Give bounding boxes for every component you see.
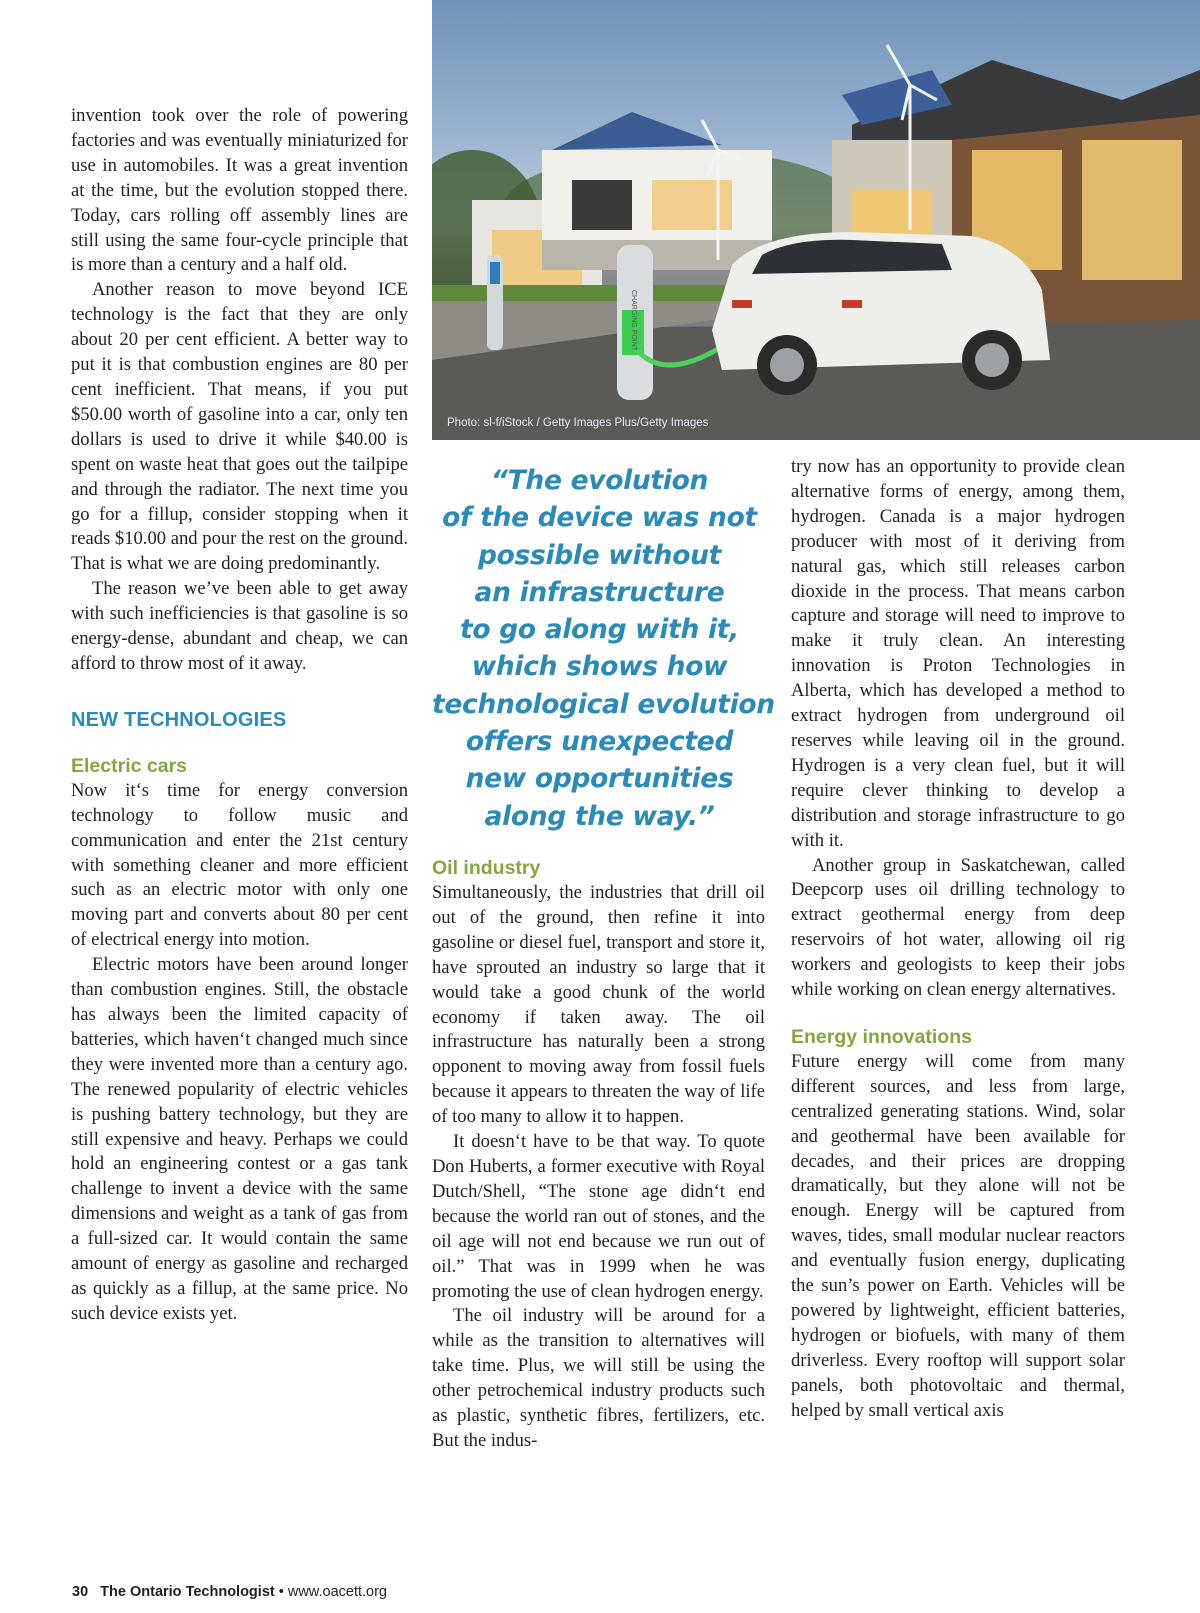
pull-quote-line: offers unexpected	[465, 726, 734, 758]
pull-quote	[432, 462, 775, 835]
subheading-oil-industry: Oil industry	[432, 857, 541, 879]
column-middle	[432, 856, 765, 1454]
column-right	[791, 455, 1125, 1424]
page-number: 30	[72, 1584, 89, 1600]
pull-quote-line: along the way.”	[484, 800, 715, 832]
paragraph: It doesn‘t have to be that way. To quote Don Huberts, a former executive with Royal Dutch/Shell, “The stone age didn‘t end because the world ran out of stones, and the oil age will not end because we run out of oil.” That was in 1999 when he was promoting the use of clean hydrogen energy.	[432, 1131, 765, 1302]
paragraph: The reason we’ve been able to get away with such inefficiencies is that gasoline is so energy-dense, abundant and cheap, we can afford to throw most of it away.	[71, 578, 408, 674]
pull-quote-line: to go along with it,	[460, 614, 739, 646]
paragraph: try now has an opportunity to provide clean alternative forms of energy, among them, hydrogen. Canada is a major hydrogen producer with most of it deriving from natural gas, which still releases carbon dioxide in the process. That means carbon capture and storage will need to improve to make it truly clean. An interesting innovation is Proton Technologies in Alberta, which has developed a method to extract hydrogen from underground oil reserves while leaving oil in the ground. Hydrogen is a very clean fuel, but it will require clever thinking to develop a distribution and storage infrastructure to go with it.	[791, 456, 1125, 851]
pull-quote-line: new opportunities	[465, 763, 734, 795]
charger-label: CHARGING POINT	[630, 290, 637, 352]
paragraph: Another group in Saskatchewan, called Deepcorp uses oil drilling technology to extract geothermal energy from deep reservoirs of hot water, allowing oil rig workers and geologists to keep their jobs while working on clean energy alternatives.	[791, 854, 1125, 1001]
paragraph: Electric motors have been around longer than combustion engines. Still, the obstacle has always been the limited capacity of batteries, which haven‘t changed much since they were invented more than a century ago. The renewed popularity of electric vehicles is pushing battery technology, but they are still expensive and heavy. Perhaps we could hold an engineering contest or a gas tank challenge to invent a device with the same dimensions and weight as a tank of gas from a full-sized car. It would contain the same amount of energy as gasoline and recharged as quickly as a fillup, at the same price. No such device exists yet.	[71, 954, 408, 1324]
page-footer	[72, 1584, 387, 1600]
pull-quote-line: an infrastructure	[474, 576, 725, 608]
paragraph: Another reason to move beyond ICE technology is the fact that they are only about 20 per cent efficient. A better way to put it is that combustion engines are 80 per cent inefficient. That means, if you put $50.00 worth of gasoline into a car, only ten dollars is used to drive it while $40.00 is spent on waste heat that goes out the tailpipe and through the radiator. The next time you go for a fillup, consider stopping when it reads $10.00 and pour the rest on the ground. That is what we are doing predominantly.	[71, 279, 408, 575]
photo-illustration	[432, 0, 1200, 440]
magazine-title: The Ontario Technologist	[100, 1584, 275, 1600]
paragraph: Now it‘s time for energy conversion technology to follow music and communication and enter the 21st century with something cleaner and more efficient such as an electric motor with only one moving part and converts about 80 per cent of electrical energy into motion.	[71, 779, 408, 951]
pull-quote-line: technological evolution	[432, 688, 775, 720]
pull-quote-line: of the device was not	[442, 502, 757, 534]
paragraph: The oil industry will be around for a while as the transition to alternatives will take time. Plus, we will still be using the other petrochemical industry products such as plastic, synthetic fibres, fertilizers, etc. But the indus-	[432, 1305, 765, 1451]
pull-quote-line: “The evolution	[490, 465, 709, 496]
pull-quote-line: which shows how	[471, 651, 728, 683]
paragraph: invention took over the role of powering factories and was eventually miniaturized for use in automobiles. It was a great invention at the time, but the evolution stopped there. Today, cars rolling off assembly lines are still using the same four-cycle principle that is more than a century and a half old.	[71, 105, 408, 276]
column-left	[71, 104, 408, 1327]
section-heading: NEW TECHNOLOGIES	[71, 708, 287, 731]
website-link[interactable]: www.oacett.org	[287, 1584, 387, 1600]
subheading-energy-innovations: Energy innovations	[791, 1025, 972, 1048]
paragraph: Simultaneously, the industries that drill oil out of the ground, then refine it into gasoline or diesel fuel, transport and store it, have sprouted an industry so large that it would take a good chunk of the world economy if taken away. The oil infrastructure has naturally been a strong opponent to moving away from fossil fuels because it appears to threaten the way of life of too many to allow it to happen.	[432, 882, 765, 1128]
photo-credit: Photo: sl-f/iStock / Getty Images Plus/Getty Images	[447, 417, 709, 429]
pull-quote-line: possible without	[477, 539, 722, 571]
paragraph: Future energy will come from many different sources, and less from large, centralized generating stations. Wind, solar and geothermal have been available for decades, and their prices are dropping dramatically, but they alone will not be enough. Energy will be captured from waves, tides, small modular nuclear reactors and eventually fusion energy, duplicating the sun’s power on Earth. Vehicles will be powered by lightweight, efficient batteries, hydrogen or biofuels, with many of them driverless. Every rooftop will support solar panels, both photovoltaic and thermal, helped by small vertical axis	[791, 1050, 1125, 1421]
footer-separator: •	[278, 1584, 284, 1600]
article-photo	[432, 0, 1200, 440]
subheading-electric-cars: Electric cars	[71, 754, 188, 777]
